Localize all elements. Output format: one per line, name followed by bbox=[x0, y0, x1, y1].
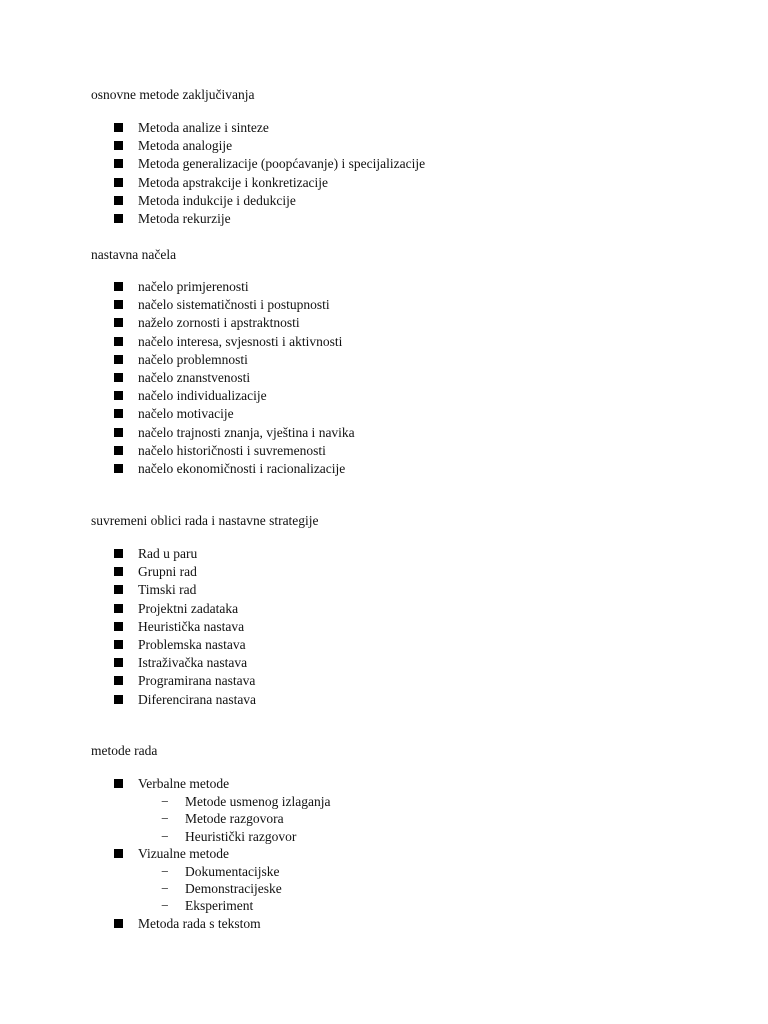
list-item bbox=[0, 333, 355, 351]
list-item-label: Diferencirana nastava bbox=[138, 691, 257, 707]
square-bullet-icon bbox=[114, 141, 123, 150]
square-bullet-icon bbox=[114, 196, 123, 205]
list-item-label: naželo zornosti i apstraktnosti bbox=[138, 315, 300, 331]
list-item-label: Verbalne metode bbox=[138, 776, 230, 791]
list-item bbox=[0, 563, 256, 581]
square-bullet-icon bbox=[114, 300, 123, 309]
square-bullet-icon bbox=[114, 622, 123, 631]
list-item-label: Projektni zadataka bbox=[138, 600, 239, 616]
sublist-item bbox=[161, 793, 331, 810]
square-bullet-icon bbox=[114, 214, 123, 223]
dash-bullet-icon: − bbox=[161, 811, 169, 827]
sublist-item bbox=[161, 828, 330, 845]
list-item-label: Metoda rada s tekstom bbox=[138, 915, 261, 931]
square-bullet-icon bbox=[114, 409, 123, 418]
list-item bbox=[0, 915, 330, 933]
list-item bbox=[0, 845, 330, 915]
list-item-row bbox=[0, 775, 330, 793]
square-bullet-icon bbox=[114, 159, 123, 168]
list-item bbox=[0, 600, 256, 618]
list-item-label: Metoda analogije bbox=[138, 138, 233, 154]
list-item-label: načelo ekonomičnosti i racionalizacije bbox=[138, 460, 346, 476]
dash-bullet-icon: − bbox=[161, 898, 169, 914]
list-metode-rada bbox=[0, 775, 330, 933]
sublist-item-label: Heuristički razgovor bbox=[185, 828, 297, 844]
list-item-label: Metoda analize i sinteze bbox=[138, 120, 269, 135]
square-bullet-icon bbox=[114, 464, 123, 473]
list-item bbox=[0, 691, 256, 709]
square-bullet-icon bbox=[114, 282, 123, 291]
dash-bullet-icon: − bbox=[161, 863, 169, 879]
list-item bbox=[0, 775, 330, 845]
list-item bbox=[0, 405, 355, 423]
sublist-item bbox=[161, 863, 330, 880]
square-bullet-icon bbox=[114, 355, 123, 364]
list-item bbox=[0, 192, 425, 210]
list-item-label: Problemska nastava bbox=[138, 636, 246, 652]
list-item bbox=[0, 369, 355, 387]
square-bullet-icon bbox=[114, 446, 123, 455]
list-item bbox=[0, 636, 256, 654]
sublist-item-label: Metode usmenog izlaganja bbox=[185, 794, 331, 810]
list-suvremeni-oblici bbox=[0, 545, 256, 709]
list-nastavna-nacela bbox=[0, 278, 355, 478]
list-item-label: načelo sistematičnosti i postupnosti bbox=[138, 297, 330, 313]
list-item-label: Programirana nastava bbox=[138, 673, 256, 689]
square-bullet-icon bbox=[114, 549, 123, 558]
square-bullet-icon bbox=[114, 658, 123, 667]
section-heading-osnovne-metode: osnovne metode zaključivanja bbox=[91, 87, 255, 102]
list-item bbox=[0, 119, 425, 137]
section-heading-metode-rada: metode rada bbox=[91, 743, 158, 758]
sublist-item-label: Dokumentacijske bbox=[185, 863, 280, 879]
list-item bbox=[0, 442, 355, 460]
square-bullet-icon bbox=[114, 604, 123, 613]
square-bullet-icon bbox=[114, 428, 123, 437]
square-bullet-icon bbox=[114, 919, 123, 928]
sublist-item-label: Eksperiment bbox=[185, 898, 254, 914]
square-bullet-icon bbox=[114, 337, 123, 346]
list-item-label: Grupni rad bbox=[138, 564, 197, 580]
square-bullet-icon bbox=[114, 391, 123, 400]
square-bullet-icon bbox=[114, 640, 123, 649]
list-item bbox=[0, 296, 355, 314]
list-item-label: Metoda rekurzije bbox=[138, 210, 231, 226]
list-item bbox=[0, 210, 425, 228]
square-bullet-icon bbox=[114, 676, 123, 685]
dash-bullet-icon: − bbox=[161, 881, 169, 897]
list-item bbox=[0, 672, 256, 690]
list-item-label: Metoda generalizacije (poopćavanje) i specijalizacije bbox=[138, 156, 426, 172]
list-item-row bbox=[0, 915, 330, 933]
list-item bbox=[0, 581, 256, 599]
sublist-item bbox=[161, 880, 330, 897]
list-item bbox=[0, 424, 355, 442]
list-item bbox=[0, 351, 355, 369]
square-bullet-icon bbox=[114, 178, 123, 187]
list-item bbox=[0, 618, 256, 636]
list-item bbox=[0, 545, 256, 563]
list-item bbox=[0, 654, 256, 672]
dash-bullet-icon: − bbox=[161, 828, 169, 844]
square-bullet-icon bbox=[114, 123, 123, 132]
square-bullet-icon bbox=[114, 585, 123, 594]
square-bullet-icon bbox=[114, 695, 123, 704]
list-item-label: Metoda apstrakcije i konkretizacije bbox=[138, 174, 329, 190]
list-item-label: Istraživačka nastava bbox=[138, 655, 248, 671]
section-heading-suvremeni-oblici: suvremeni oblici rada i nastavne strategije bbox=[91, 513, 319, 528]
list-item-label: Heuristička nastava bbox=[138, 618, 245, 634]
square-bullet-icon bbox=[114, 567, 123, 576]
list-item-label: načelo historičnosti i suvremenosti bbox=[138, 442, 326, 458]
list-item bbox=[0, 460, 355, 478]
sublist-item bbox=[161, 810, 330, 827]
list-item bbox=[0, 137, 425, 155]
dash-bullet-icon: − bbox=[161, 794, 169, 810]
square-bullet-icon bbox=[114, 779, 123, 788]
list-item-label: načelo znanstvenosti bbox=[138, 369, 251, 385]
sublist-item-label: Metode razgovora bbox=[185, 811, 284, 827]
list-item-label: Vizualne metode bbox=[138, 845, 230, 861]
list-item-label: načelo trajnosti znanja, vještina i navika bbox=[138, 424, 355, 440]
list-item bbox=[0, 174, 425, 192]
list-item bbox=[0, 387, 355, 405]
list-item-label: Rad u paru bbox=[138, 546, 198, 561]
list-item-label: načelo interesa, svjesnosti i aktivnosti bbox=[138, 333, 343, 349]
list-osnovne-metode bbox=[0, 119, 425, 228]
section-heading-nastavna-nacela: nastavna načela bbox=[91, 247, 177, 262]
sublist-item-label: Demonstracijeske bbox=[185, 881, 282, 897]
square-bullet-icon bbox=[114, 373, 123, 382]
square-bullet-icon bbox=[114, 318, 123, 327]
sublist-vizualne-metode bbox=[0, 863, 330, 915]
list-item-label: Metoda indukcije i dedukcije bbox=[138, 192, 296, 208]
list-item bbox=[0, 155, 425, 173]
list-item-label: načelo individualizacije bbox=[138, 388, 267, 404]
list-item-label: Timski rad bbox=[138, 582, 197, 598]
sublist-verbalne-metode bbox=[0, 793, 330, 845]
sublist-item bbox=[161, 897, 330, 914]
list-item-label: načelo primjerenosti bbox=[138, 279, 249, 294]
list-item bbox=[0, 314, 355, 332]
list-item-label: načelo problemnosti bbox=[138, 351, 248, 367]
list-item bbox=[0, 278, 355, 296]
square-bullet-icon bbox=[114, 849, 123, 858]
list-item-label: načelo motivacije bbox=[138, 406, 234, 422]
list-item-row bbox=[0, 845, 330, 863]
